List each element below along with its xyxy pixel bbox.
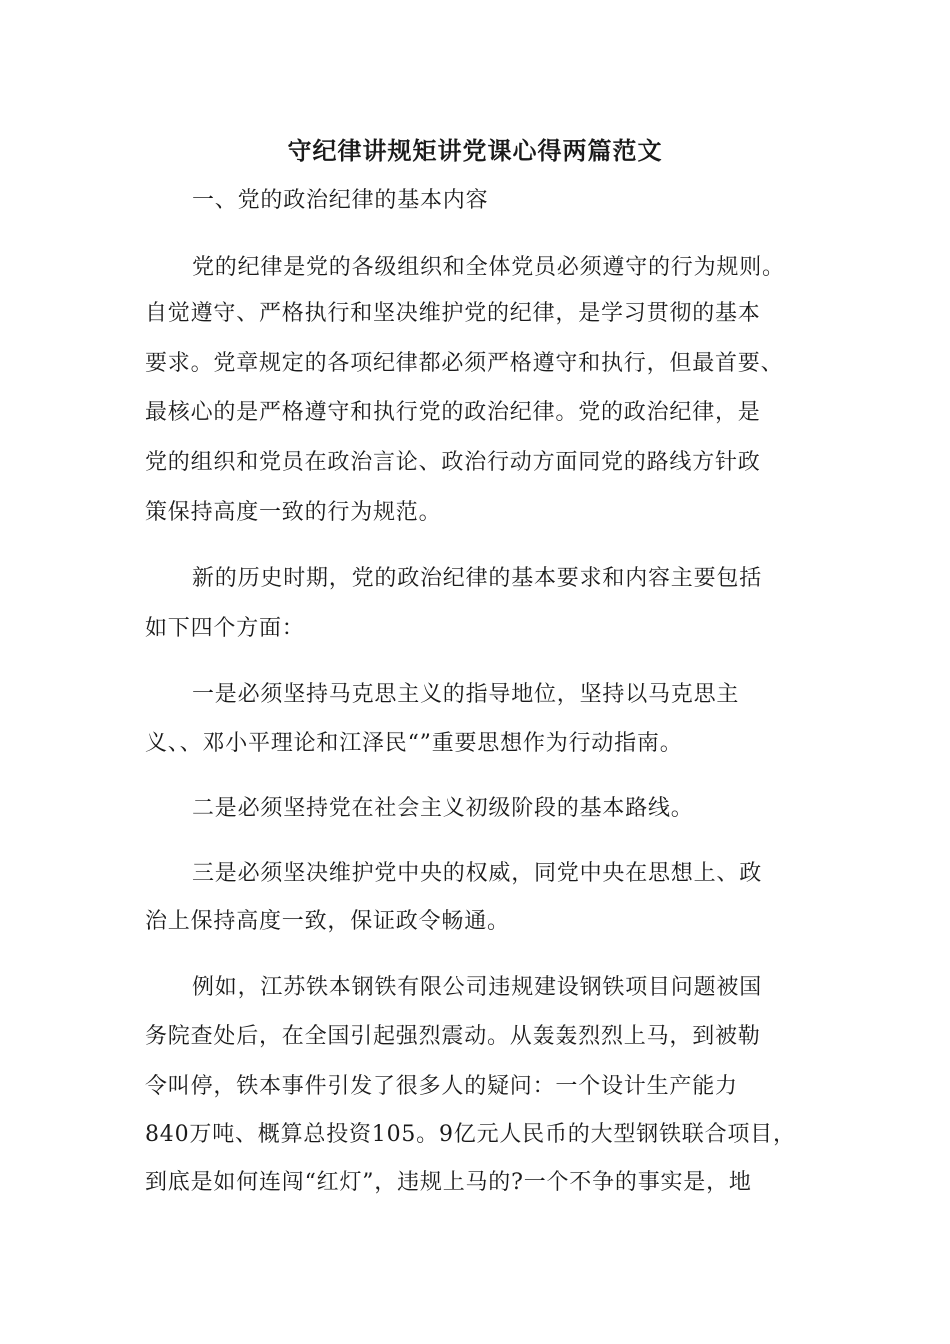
paragraph-line: 义、、邓小平理论和江泽民“”重要思想作为行动指南。 bbox=[145, 731, 683, 756]
section-heading: 一、党的政治纪律的基本内容 bbox=[192, 188, 489, 213]
paragraph-line: 党的组织和党员在政治言论、政治行动方面同党的路线方针政 bbox=[145, 450, 761, 475]
paragraph-line: 党的纪律是党的各级组织和全体党员必须遵守的行为规则。 bbox=[192, 255, 785, 280]
paragraph-line: 如下四个方面： bbox=[145, 616, 305, 641]
paragraph-line: 治上保持高度一致，保证政令畅通。 bbox=[145, 909, 510, 934]
paragraph-line: 最核心的是严格遵守和执行党的政治纪律。党的政治纪律，是 bbox=[145, 400, 761, 425]
paragraph-line: 例如，江苏铁本钢铁有限公司违规建设钢铁项目问题被国 bbox=[192, 975, 763, 1000]
paragraph-line: 新的历史时期，党的政治纪律的基本要求和内容主要包括 bbox=[192, 566, 763, 591]
paragraph-line: 自觉遵守、严格执行和坚决维护党的纪律，是学习贯彻的基本 bbox=[145, 301, 761, 326]
document-title: 守纪律讲规矩讲党课心得两篇范文 bbox=[287, 137, 663, 165]
paragraph-line: 务院查处后，在全国引起强烈震动。从轰轰烈烈上马，到被勒 bbox=[145, 1024, 761, 1049]
paragraph-line: 策保持高度一致的行为规范。 bbox=[145, 500, 442, 525]
paragraph-line: 840万吨、概算总投资105。9亿元人民币的大型钢铁联合项目， bbox=[145, 1122, 796, 1147]
paragraph-line: 到底是如何连闯“红灯”，违规上马的?一个不争的事实是，地 bbox=[145, 1170, 752, 1195]
paragraph-line: 一是必须坚持马克思主义的指导地位，坚持以马克思主 bbox=[192, 682, 740, 707]
paragraph-line: 二是必须坚持党在社会主义初级阶段的基本路线。 bbox=[192, 796, 694, 821]
paragraph-line: 令叫停，铁本事件引发了很多人的疑问：一个设计生产能力 bbox=[145, 1074, 738, 1099]
paragraph-line: 要求。党章规定的各项纪律都必须严格遵守和执行，但最首要、 bbox=[145, 351, 784, 376]
paragraph-line: 三是必须坚决维护党中央的权威，同党中央在思想上、政 bbox=[192, 861, 763, 886]
